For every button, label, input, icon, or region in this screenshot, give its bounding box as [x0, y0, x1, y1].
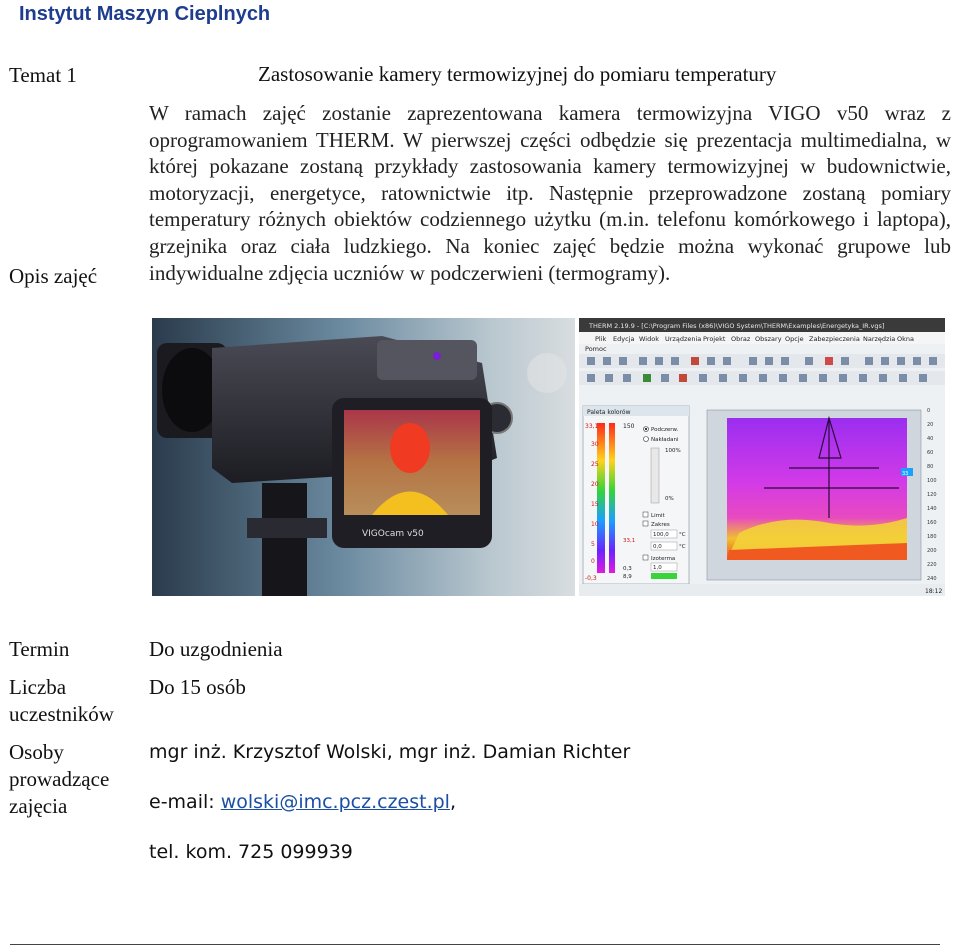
side-value-2: 0,3 [623, 566, 632, 572]
opacity-slider[interactable] [651, 448, 659, 503]
participants-value: Do 15 osób [149, 675, 246, 699]
email-link[interactable]: wolski@imc.pcz.czest.pl [220, 791, 450, 813]
checkbox-limit[interactable] [643, 512, 648, 517]
y-axis-label-240: 240 [927, 576, 937, 582]
leaders-label-line1: Osoby [9, 740, 64, 764]
leaders-names: mgr inż. Krzysztof Wolski, mgr inż. Damian Richter [149, 741, 631, 763]
participants-label-line1: Liczba [9, 675, 67, 699]
termin-value: Do uzgodnienia [149, 637, 283, 661]
menu-item-pomoc[interactable]: Pomoc [585, 345, 607, 353]
description-text: W ramach zajęć zostanie zaprezentowana kamera termowizyjna VIGO v50 wraz z oprogramowaniem THERM. W pierwszej części odbędzie się prezentacja multimedialna, w której pokazane zostaną przykłady zastosowania kamery termowizyjnej w budownictwie, motoryzacji, energetyce, ratownictwie itp. Następnie przeprowadzone zostaną pomiary temperatury różnych obiektów codziennego użytku (m.in. telefonu komórkowego i laptopa), grzejnika oraz ciała ludzkiego. Na koniec zajęć będzie można wykonać grupowe lub indywidualne zdjęcia uczniów w podczerwieni (termogramy). [149, 101, 951, 285]
checkbox-limit-label: Limit [651, 513, 665, 519]
menu-item-obraz[interactable]: Obraz [731, 335, 751, 343]
y-axis-label-60: 60 [927, 450, 934, 456]
phone-number: tel. kom. 725 099939 [149, 841, 353, 863]
participants-label-line2: uczestników [9, 702, 114, 726]
range-min-unit: °C [679, 544, 686, 550]
side-value-1: 33,1 [623, 538, 636, 544]
range-max-unit: °C [679, 532, 686, 538]
checkbox-izoterma[interactable] [643, 555, 648, 560]
palette-tick-15: 15 [591, 501, 599, 508]
menu-item-narzedzia[interactable]: Narzędzia [863, 335, 896, 343]
leaders-label-line3: zajęcia [9, 794, 68, 818]
isotherm-label: Izoterma [651, 556, 676, 562]
isotherm-value: 1,0 [653, 565, 662, 571]
y-axis-label-160: 160 [927, 520, 937, 526]
checkbox-zakres[interactable] [643, 521, 648, 526]
palette-tick-5: 5 [591, 541, 595, 548]
menu-item-edycja[interactable]: Edycja [613, 335, 635, 343]
y-axis-label-140: 140 [927, 506, 937, 512]
therm-window [579, 318, 945, 596]
y-axis-label-200: 200 [927, 548, 937, 554]
y-axis-label-80: 80 [927, 464, 934, 470]
menu-item-opcje[interactable]: Opcje [785, 335, 804, 343]
y-axis-label-100: 100 [927, 478, 937, 484]
radio-nakladani-label: Nakładani [651, 437, 679, 443]
image-marker: 33 [902, 471, 909, 477]
y-axis-label-120: 120 [927, 492, 937, 498]
email-suffix: , [449, 791, 457, 813]
topic-title: Zastosowanie kamery termowizyjnej do pomiaru temperatury [258, 62, 777, 86]
therm-title: THERM 2.19.9 - [C:\Program Files (x86)\VIGO System\THERM\Examples\Energetyka_IR.vgs] [589, 322, 885, 330]
radio-nakladani[interactable] [644, 437, 649, 442]
y-axis-label-40: 40 [927, 436, 934, 442]
thermal-camera-photo [152, 318, 575, 596]
description-label: Opis zajęć [9, 264, 98, 288]
y-axis-label-180: 180 [927, 534, 937, 540]
termin-label: Termin [9, 637, 70, 661]
email-prefix: e-mail: [149, 791, 221, 813]
palette-tick-30: 30 [591, 441, 599, 448]
percent-top: 100% [665, 448, 681, 454]
y-axis-label-20: 20 [927, 422, 934, 428]
range-max-value: 100,0 [653, 532, 669, 538]
palette-tick-20: 20 [591, 481, 599, 488]
checkbox-zakres-label: Zakres [651, 522, 670, 528]
palette-tick-0: 0 [591, 558, 595, 565]
palette-tick-25: 25 [591, 461, 599, 468]
percent-bottom: 0% [665, 496, 674, 502]
leaders-label-line2: prowadzące [9, 767, 110, 791]
menu-item-zabezpieczenia[interactable]: Zabezpieczenia [809, 335, 860, 343]
y-axis-label-220: 220 [927, 562, 937, 568]
side-value-3: 8,9 [623, 574, 632, 580]
menu-item-obszary[interactable]: Obszary [755, 335, 782, 343]
toolbar-row-1[interactable] [579, 354, 945, 368]
menu-item-widok[interactable]: Widok [639, 335, 659, 343]
status-clock: 18:12 [925, 588, 943, 595]
menu-item-okna[interactable]: Okna [897, 335, 914, 343]
palette-title: Paleta kolorów [587, 409, 631, 416]
institute-title: Instytut Maszyn Cieplnych [19, 3, 271, 25]
therm-software-screenshot [579, 318, 945, 596]
menu-item-projekt[interactable]: Projekt [703, 335, 726, 343]
palette-bottom-value: -0,3 [585, 575, 597, 582]
footer-divider [10, 944, 940, 945]
email-line [149, 789, 456, 816]
radio-podczerw-label: Podczerw. [651, 427, 679, 433]
y-axis-label-0: 0 [927, 408, 931, 414]
menu-item-urzadzenia[interactable]: Urządzenia [665, 335, 702, 343]
menu-item-plik[interactable]: Plik [595, 335, 607, 343]
range-min-value: 0,0 [653, 544, 662, 550]
camera-brand-text: VIGOcam v50 [362, 529, 424, 539]
camera-illustration [152, 318, 575, 596]
palette-top-value: 33,1 [585, 423, 599, 430]
palette-tick-10: 10 [591, 521, 599, 528]
palette-mid-value: 150 [623, 423, 635, 430]
topic-label: Temat 1 [9, 63, 77, 87]
